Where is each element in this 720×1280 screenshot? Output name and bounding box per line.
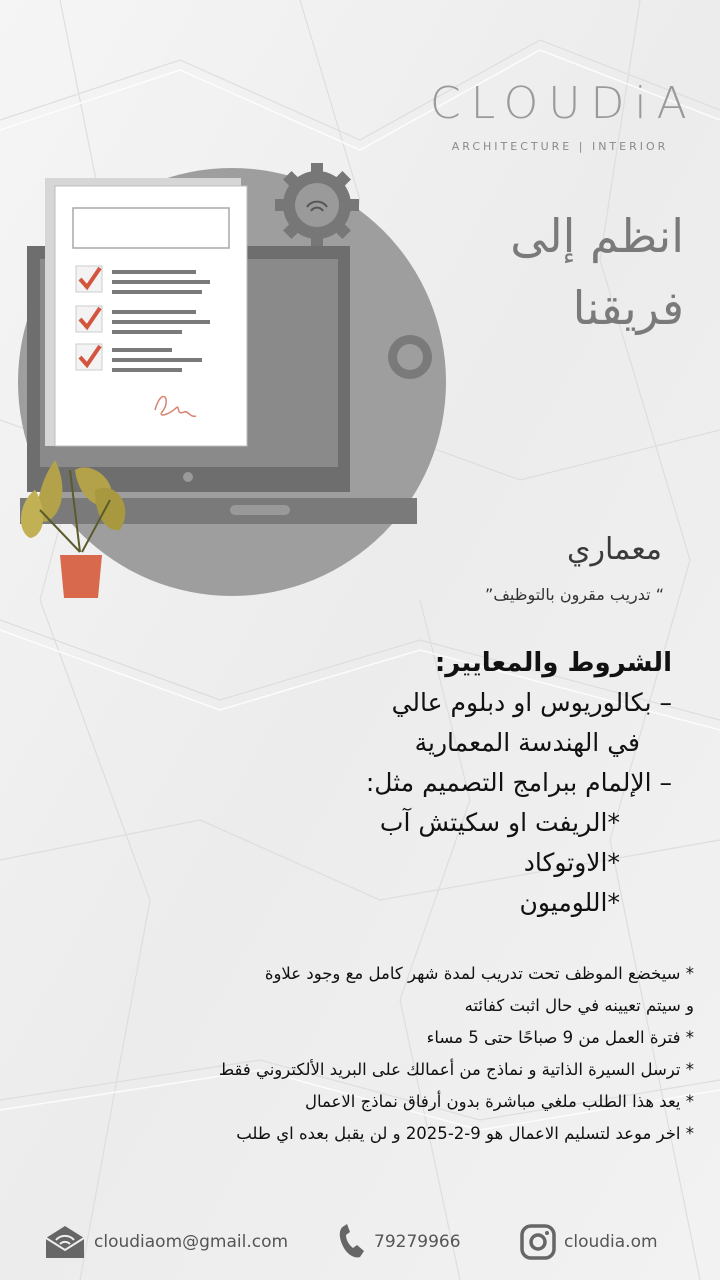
note-item: * سيخضع الموظف تحت تدريب لمدة شهر كامل مع وجود علاوة <box>264 964 694 983</box>
brand-logo <box>430 78 697 153</box>
note-item: * اخر موعد لتسليم الاعمال هو 9-2-2025 و لن يقبل بعده اي طلب <box>236 1124 694 1143</box>
mail-icon <box>44 1224 86 1260</box>
headline-line-2: فريقنا <box>572 281 684 335</box>
requirement-item: – بكالوريوس او دبلوم عالي <box>391 688 672 717</box>
requirement-item: – الإلمام ببرامج التصميم مثل: <box>365 768 672 797</box>
email-text: cloudiaom@gmail.com <box>94 1232 289 1252</box>
instagram-icon <box>520 1224 556 1260</box>
plant-pot <box>60 555 102 598</box>
requirement-item: *الاوتوكاد <box>523 848 620 877</box>
gear-icon <box>388 335 432 379</box>
email-contact[interactable] <box>44 1224 288 1260</box>
headline-line-1: انظم إلى <box>510 209 684 263</box>
note-item: * يعد هذا الطلب ملغي مباشرة بدون أرفاق نماذج الاعمال <box>304 1092 694 1111</box>
note-item: * ترسل السيرة الذاتية و نماذج من أعمالك على البريد الألكتروني فقط <box>218 1060 694 1079</box>
laptop-base <box>20 498 417 524</box>
job-title: معماري <box>567 532 662 567</box>
requirement-item: في الهندسة المعمارية <box>414 728 640 757</box>
gear-icon <box>275 163 359 247</box>
note-item: و سيتم تعيينه في حال اثبت كفائته <box>464 996 694 1015</box>
requirement-item: *اللوميون <box>519 888 620 917</box>
notes-section <box>34 958 694 1150</box>
phone-text: 79279966 <box>374 1232 461 1252</box>
contact-footer <box>0 1210 720 1270</box>
instagram-text: cloudia.om <box>564 1232 658 1252</box>
requirements-section <box>252 643 672 923</box>
instagram-contact[interactable] <box>520 1224 658 1260</box>
requirement-item: *الريفت او سكيتش آب <box>379 808 620 837</box>
logo-tagline: ARCHITECTURE | INTERIOR <box>451 140 669 153</box>
requirements-title: الشروط والمعايير: <box>434 648 672 678</box>
note-item: * فترة العمل من 9 صباحًا حتى 5 مساء <box>426 1028 694 1047</box>
logo-wordmark: CLOUDiA <box>430 78 697 129</box>
phone-icon <box>338 1224 366 1260</box>
phone-contact[interactable] <box>338 1224 461 1260</box>
job-subtitle: “ تدريب مقرون بالتوظيف” <box>485 585 664 604</box>
